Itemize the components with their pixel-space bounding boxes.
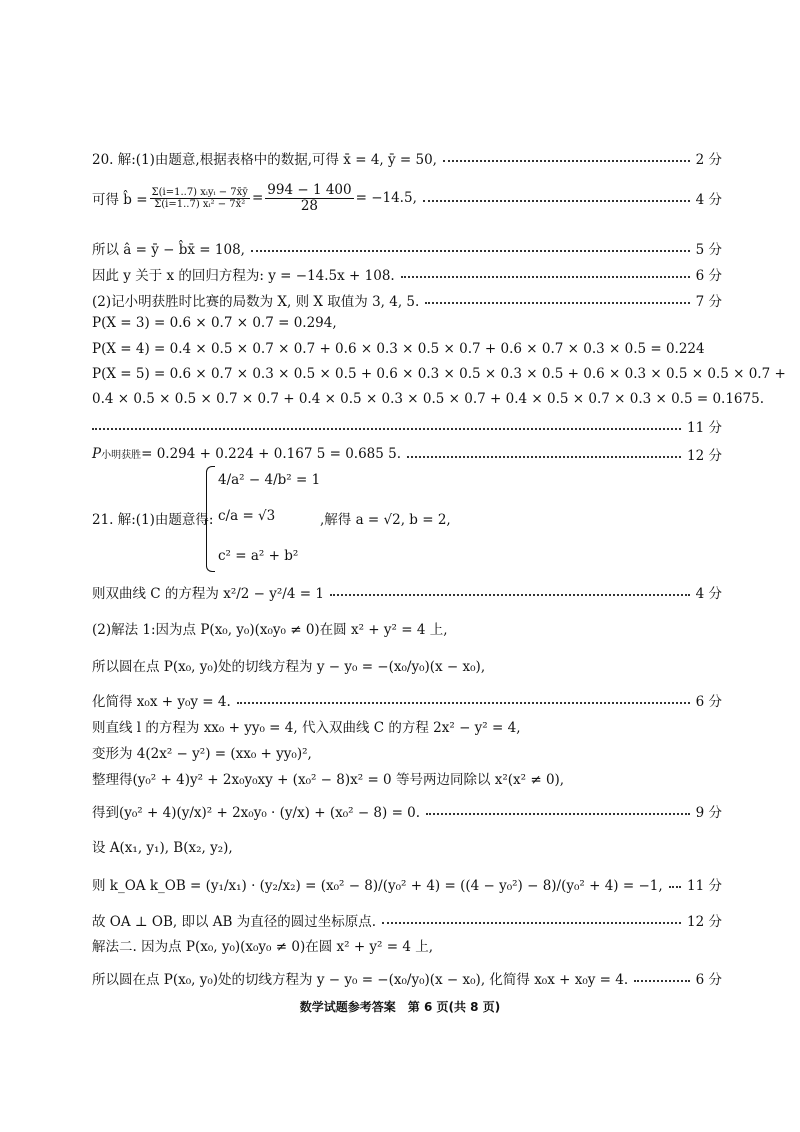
line-part2 <box>92 290 722 310</box>
score: 7 分 <box>695 294 722 310</box>
line-set-points <box>92 836 722 856</box>
leader-dots <box>401 276 690 278</box>
line-text: P(X = 4) = 0.4 × 0.5 × 0.7 × 0.7 + 0.6 × 0.3 × 0.5 × 0.7 + 0.6 × 0.7 × 0.3 × 0.5 = 0.224 <box>92 341 705 357</box>
system-eq-1: 4/a² − 4/b² = 1 <box>218 472 321 488</box>
line-text: 设 A(x₁, y₁), B(x₂, y₂), <box>92 840 233 856</box>
line-conclusion <box>92 910 722 930</box>
line-text: 0.4 × 0.5 × 0.5 × 0.7 × 0.7 + 0.4 × 0.5 × 0.3 × 0.5 × 0.7 + 0.4 × 0.5 × 0.7 × 0.3 × 0.5 = 0.1675. <box>92 391 764 407</box>
line-p4 <box>92 341 722 357</box>
fraction-denominator: 28 <box>300 197 319 214</box>
leader-dots <box>443 160 690 162</box>
leader-dots <box>669 886 681 888</box>
leader-dots <box>330 594 690 596</box>
score: 12 分 <box>687 914 722 930</box>
line-text: 则直线 l 的方程为 xx₀ + yy₀ = 4, 代入双曲线 C 的方程 2x² − y² = 4, <box>92 720 521 736</box>
line-text: 20. 解:(1)由题意,根据表格中的数据,可得 x̄ = 4, ȳ = 50, <box>92 152 437 168</box>
score: 6 分 <box>695 268 722 284</box>
score: 6 分 <box>695 972 722 988</box>
page-footer: 数学试题参考答案 第 6 页(共 8 页) <box>299 1000 501 1014</box>
p-symbol: P小明获胜 <box>92 446 142 462</box>
line-method2-tangent <box>92 968 722 988</box>
line-text: 解法二. 因为点 P(x₀, y₀)(x₀y₀ ≠ 0)在圆 x² + y² = 4 上, <box>92 939 434 955</box>
score: 5 分 <box>695 242 722 258</box>
leader-dots <box>92 428 681 430</box>
value-fraction <box>265 183 353 214</box>
line-b-hat <box>92 183 722 214</box>
line-tangent <box>92 655 722 675</box>
line-hyperbola <box>92 582 722 602</box>
line-text: 则 k_OA k_OB = (y₁/x₁) · (y₂/x₂) = (x₀² − 8)/(y₀² + 4) = ((4 − y₀²) − 8)/(y₀² + 4) = −1, <box>92 878 663 894</box>
line-text: 所以圆在点 P(x₀, y₀)处的切线方程为 y − y₀ = −(x₀/y₀)(x − x₀), 化简得 x₀x + x₀y = 4. <box>92 972 629 988</box>
leader-dots <box>423 200 690 202</box>
fraction-denominator: Σ(i=1..7) xᵢ² − 7x̄² <box>154 198 246 210</box>
leader-dots <box>634 980 689 982</box>
score: 12 分 <box>687 448 722 464</box>
line-method2 <box>92 935 722 955</box>
score: 2 分 <box>695 152 722 168</box>
fraction-numerator: 994 − 1 400 <box>267 182 352 198</box>
line-p5-a <box>92 366 786 382</box>
leader-dots <box>425 302 689 304</box>
line-text: (2)记小明获胜时比赛的局数为 X, 则 X 取值为 3, 4, 5. <box>92 294 420 310</box>
score: 9 分 <box>695 805 722 821</box>
line-slopes <box>92 874 722 894</box>
score: 4 分 <box>695 192 722 209</box>
leader-dots <box>382 922 681 924</box>
line-p3 <box>92 315 722 331</box>
line-simplify <box>92 690 722 710</box>
line-11-score <box>92 416 722 436</box>
line-text: 变形为 4(2x² − y²) = (xx₀ + yy₀)², <box>92 746 312 762</box>
line-regression <box>92 264 722 284</box>
line-text: 得到(y₀² + 4)(y/x)² + 2x₀y₀ · (y/x) + (x₀² − 8) = 0. <box>92 805 421 821</box>
line-text: 故 OA ⊥ OB, 即以 AB 为直径的圆过坐标原点. <box>92 914 377 930</box>
line-substitute <box>92 716 722 736</box>
b-hat-fraction <box>150 187 250 210</box>
line-result-eq <box>92 801 722 821</box>
line-text: P(X = 3) = 0.6 × 0.7 × 0.7 = 0.294, <box>92 315 337 331</box>
line-text: P(X = 5) = 0.6 × 0.7 × 0.3 × 0.5 × 0.5 + 0.6 × 0.3 × 0.5 × 0.3 × 0.5 + 0.6 × 0.3 × 0.5 × 0.5 × 0.7 + <box>92 366 786 382</box>
line-arrange <box>92 768 722 788</box>
b-hat-result: = −14.5, <box>355 190 417 207</box>
line-text: 化简得 x₀x + y₀y = 4. <box>92 694 231 710</box>
leader-dots <box>426 813 690 815</box>
line-transform <box>92 742 722 762</box>
score: 11 分 <box>687 878 722 894</box>
line-p5-b <box>92 391 764 407</box>
p-subscript: 小明获胜 <box>101 450 142 461</box>
solve-result: ,解得 a = √2, b = 2, <box>320 512 451 528</box>
line-text: (2)解法 1:因为点 P(x₀, y₀)(x₀y₀ ≠ 0)在圆 x² + y² = 4 上, <box>92 622 448 638</box>
equals: = <box>251 190 264 207</box>
line-a-hat <box>92 238 722 258</box>
q21-label: 21. 解:(1)由题意得: <box>92 512 214 528</box>
leader-dots <box>407 456 681 458</box>
line-20-1 <box>92 148 722 168</box>
line-text: 所以圆在点 P(x₀, y₀)处的切线方程为 y − y₀ = −(x₀/y₀)(x − x₀), <box>92 659 486 675</box>
fraction-numerator: Σ(i=1..7) xᵢyᵢ − 7x̄ȳ <box>151 186 248 198</box>
line-text: 整理得(y₀² + 4)y² + 2x₀y₀xy + (x₀² − 8)x² = 0 等号两边同除以 x²(x² ≠ 0), <box>92 772 565 788</box>
line-text: 因此 y 关于 x 的回归方程为: y = −14.5x + 108. <box>92 268 395 284</box>
b-hat-prefix: 可得 b̂ = <box>92 192 148 209</box>
line-method1 <box>92 618 722 638</box>
score: 4 分 <box>695 586 722 602</box>
score: 6 分 <box>695 694 722 710</box>
line-p-total <box>92 444 722 464</box>
line-text: 所以 â = ȳ − b̂x̄ = 108, <box>92 242 245 258</box>
line-text: 则双曲线 C 的方程为 x²/2 − y²/4 = 1 <box>92 586 324 602</box>
system-eq-3: c² = a² + b² <box>218 548 299 564</box>
line-text: = 0.294 + 0.224 + 0.167 5 = 0.685 5. <box>141 446 402 462</box>
score: 11 分 <box>687 420 722 436</box>
leader-dots <box>251 250 690 252</box>
leader-dots <box>237 702 690 704</box>
system-eq-2: c/a = √3 <box>218 508 276 524</box>
